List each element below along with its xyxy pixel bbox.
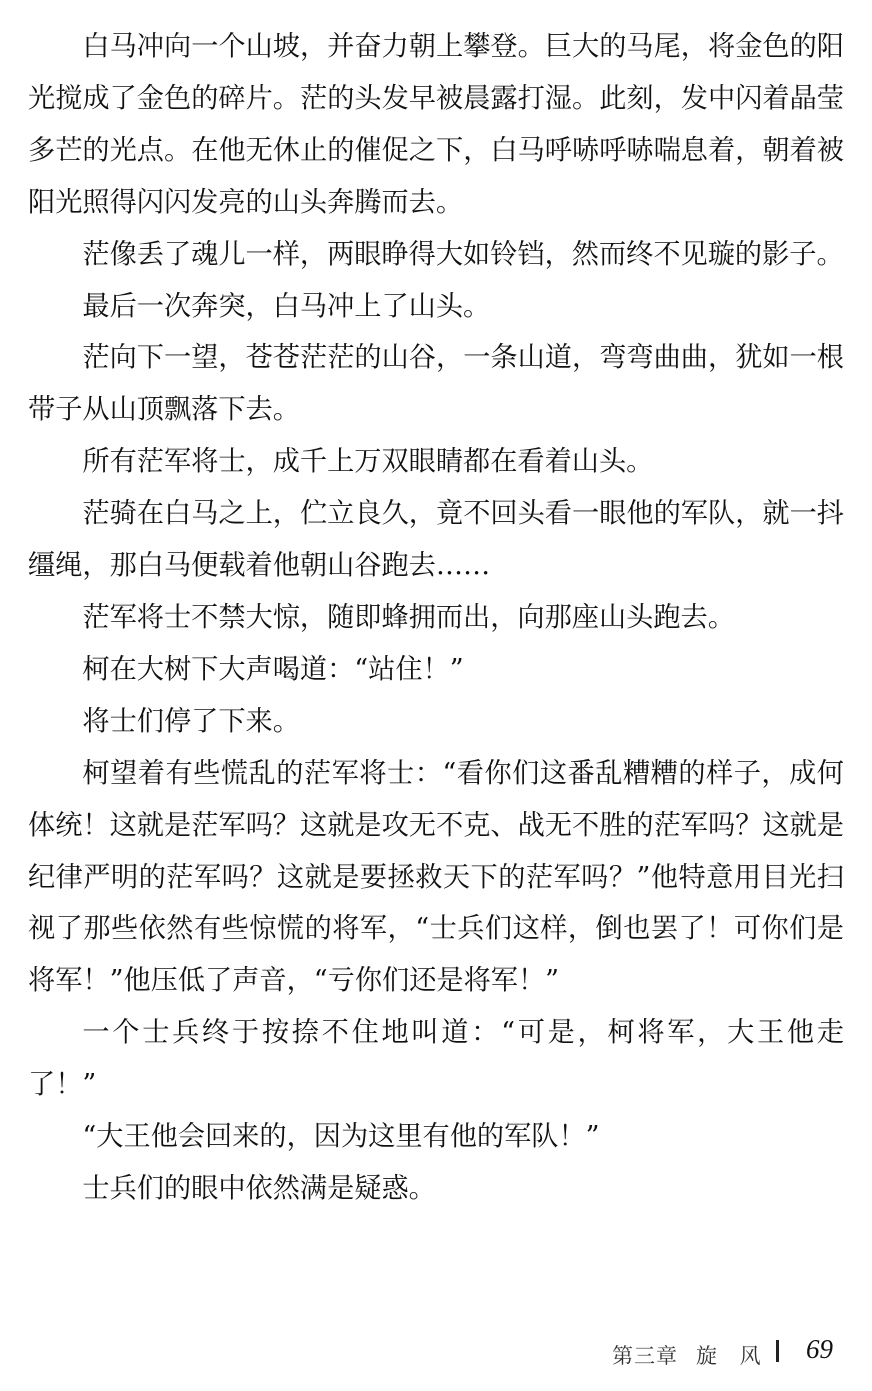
paragraph: 茫向下一望，苍苍茫茫的山谷，一条山道，弯弯曲曲，犹如一根带子从山顶飘落下去。 bbox=[28, 342, 844, 426]
chapter-label: 第三章 bbox=[612, 1344, 678, 1368]
footer-divider bbox=[776, 1340, 779, 1362]
paragraph: 茫骑在白马之上，伫立良久，竟不回头看一眼他的军队，就一抖缰绳，那白马便载着他朝山谷跑去…… bbox=[28, 498, 844, 582]
paragraph: 将士们停了下来。 bbox=[82, 705, 300, 737]
paragraph: 白马冲向一个山坡，并奋力朝上攀登。巨大的马尾，将金色的阳光搅成了金色的碎片。茫的头发早被晨露打湿。此刻，发中闪着晶莹多芒的光点。在他无休止的催促之下，白马呼哧呼哧喘息着，朝着被阳光照得闪闪发亮的山头奔腾而去。 bbox=[28, 31, 844, 218]
body-text bbox=[28, 21, 844, 1215]
paragraph: 茫军将士不禁大惊，随即蜂拥而出，向那座山头跑去。 bbox=[82, 601, 735, 633]
paragraph: 士兵们的眼中依然满是疑惑。 bbox=[82, 1172, 436, 1204]
chapter-title: 旋 风 bbox=[696, 1344, 769, 1368]
paragraph: 茫像丢了魂儿一样，两眼睁得大如铃铛，然而终不见璇的影子。 bbox=[82, 238, 844, 270]
page-number: 69 bbox=[806, 1334, 833, 1364]
paragraph: 所有茫军将士，成千上万双眼睛都在看着山头。 bbox=[82, 446, 654, 478]
page-footer bbox=[0, 1334, 872, 1374]
paragraph: 柯在大树下大声喝道：“站住！” bbox=[82, 653, 464, 685]
running-header bbox=[612, 1340, 769, 1370]
paragraph: 柯望着有些慌乱的茫军将士：“看你们这番乱糟糟的样子，成何体统！这就是茫军吗？这就是攻无不克、战无不胜的茫军吗？这就是纪律严明的茫军吗？这就是要拯救天下的茫军吗？”他特意用目光扫视了那些依然有些惊慌的将军，“士兵们这样，倒也罢了！可你们是将军！”他压低了声音，“亏你们还是将军！” bbox=[28, 757, 844, 997]
paragraph: 一个士兵终于按捺不住地叫道：“可是，柯将军，大王他走了！” bbox=[28, 1017, 844, 1101]
paragraph: 最后一次奔突，白马冲上了山头。 bbox=[82, 290, 491, 322]
paragraph: “大王他会回来的，因为这里有他的军队！” bbox=[82, 1121, 600, 1153]
